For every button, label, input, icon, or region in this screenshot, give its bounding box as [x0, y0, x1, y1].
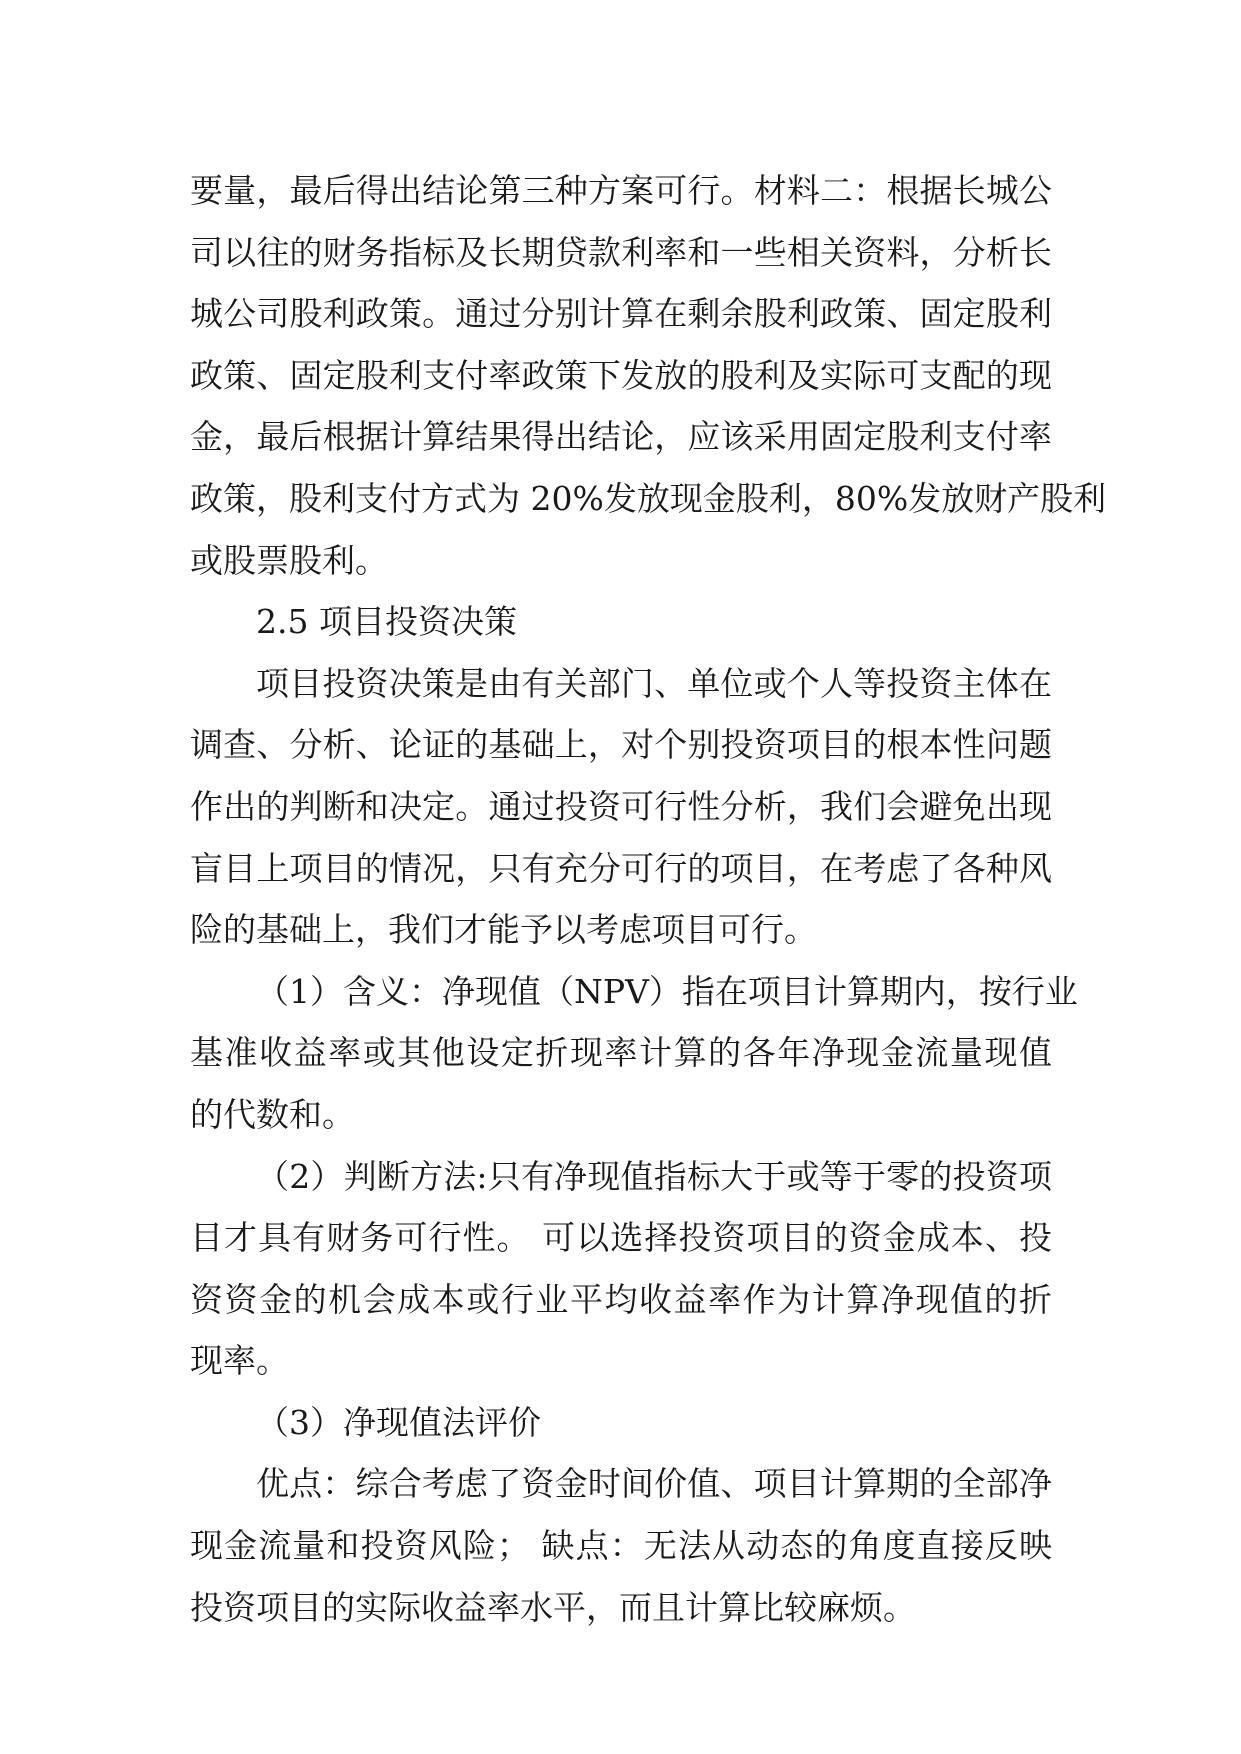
section-heading: 2.5 项目投资决策	[256, 602, 517, 642]
text-line: 险的基础上，我们才能予以考虑项目可行。	[190, 910, 817, 950]
text-line: 现率。	[190, 1341, 289, 1381]
text-line: 要量，最后得出结论第三种方案可行。材料二：根据长城公	[190, 171, 1052, 210]
paragraph-investment-decision	[190, 653, 1052, 961]
text-line: 目才具有财务可行性。 可以选择投资项目的资金成本、投	[190, 1218, 1052, 1258]
paragraph-npv-definition	[190, 961, 1078, 1146]
text-line: 的代数和。	[190, 1094, 355, 1134]
text-line: （1）含义：净现值（NPV）指在项目计算期内，按行业	[256, 971, 1078, 1011]
paragraph-pros-cons	[190, 1453, 1052, 1638]
text-line: 优点：综合考虑了资金时间价值、项目计算期的全部净	[256, 1464, 1052, 1504]
text-line: 作出的判断和决定。通过投资可行性分析，我们会避免出现	[190, 786, 1052, 826]
paragraph-npv-evaluation-heading	[190, 1392, 1052, 1454]
text-line: 投资项目的实际收益率水平，而且计算比较麻烦。	[190, 1587, 916, 1627]
text-line: （2）判断方法:只有净现值指标大于或等于零的投资项	[256, 1156, 1052, 1196]
text-line: 现金流量和投资风险； 缺点：无法从动态的角度直接反映	[190, 1526, 1052, 1566]
text-line: 资资金的机会成本或行业平均收益率作为计算净现值的折	[190, 1279, 1052, 1319]
text-line: 项目投资决策是由有关部门、单位或个人等投资主体在	[256, 663, 1052, 703]
paragraph-stock-dividend-analysis	[190, 160, 1107, 591]
text-line: 调查、分析、论证的基础上，对个别投资项目的根本性问题	[190, 725, 1052, 765]
text-line: 政策、固定股利支付率政策下发放的股利及实际可支配的现	[190, 355, 1052, 395]
text-line: 司以往的财务指标及长期贷款利率和一些相关资料，分析长	[190, 232, 1052, 272]
paragraph-judgment-method	[190, 1146, 1052, 1392]
document-page	[190, 160, 1107, 1638]
text-line: 政策，股利支付方式为 20%发放现金股利，80%发放财产股利	[190, 478, 1107, 518]
text-line: （3）净现值法评价	[256, 1402, 541, 1442]
text-line: 盲目上项目的情况，只有充分可行的项目，在考虑了各种风	[190, 848, 1052, 888]
text-line: 金，最后根据计算结果得出结论，应该采用固定股利支付率	[190, 417, 1052, 457]
text-line: 或股票股利。	[190, 540, 388, 580]
text-line: 基准收益率或其他设定折现率计算的各年净现金流量现值	[190, 1033, 1052, 1073]
text-line: 城公司股利政策。通过分别计算在剩余股利政策、固定股利	[190, 294, 1052, 334]
